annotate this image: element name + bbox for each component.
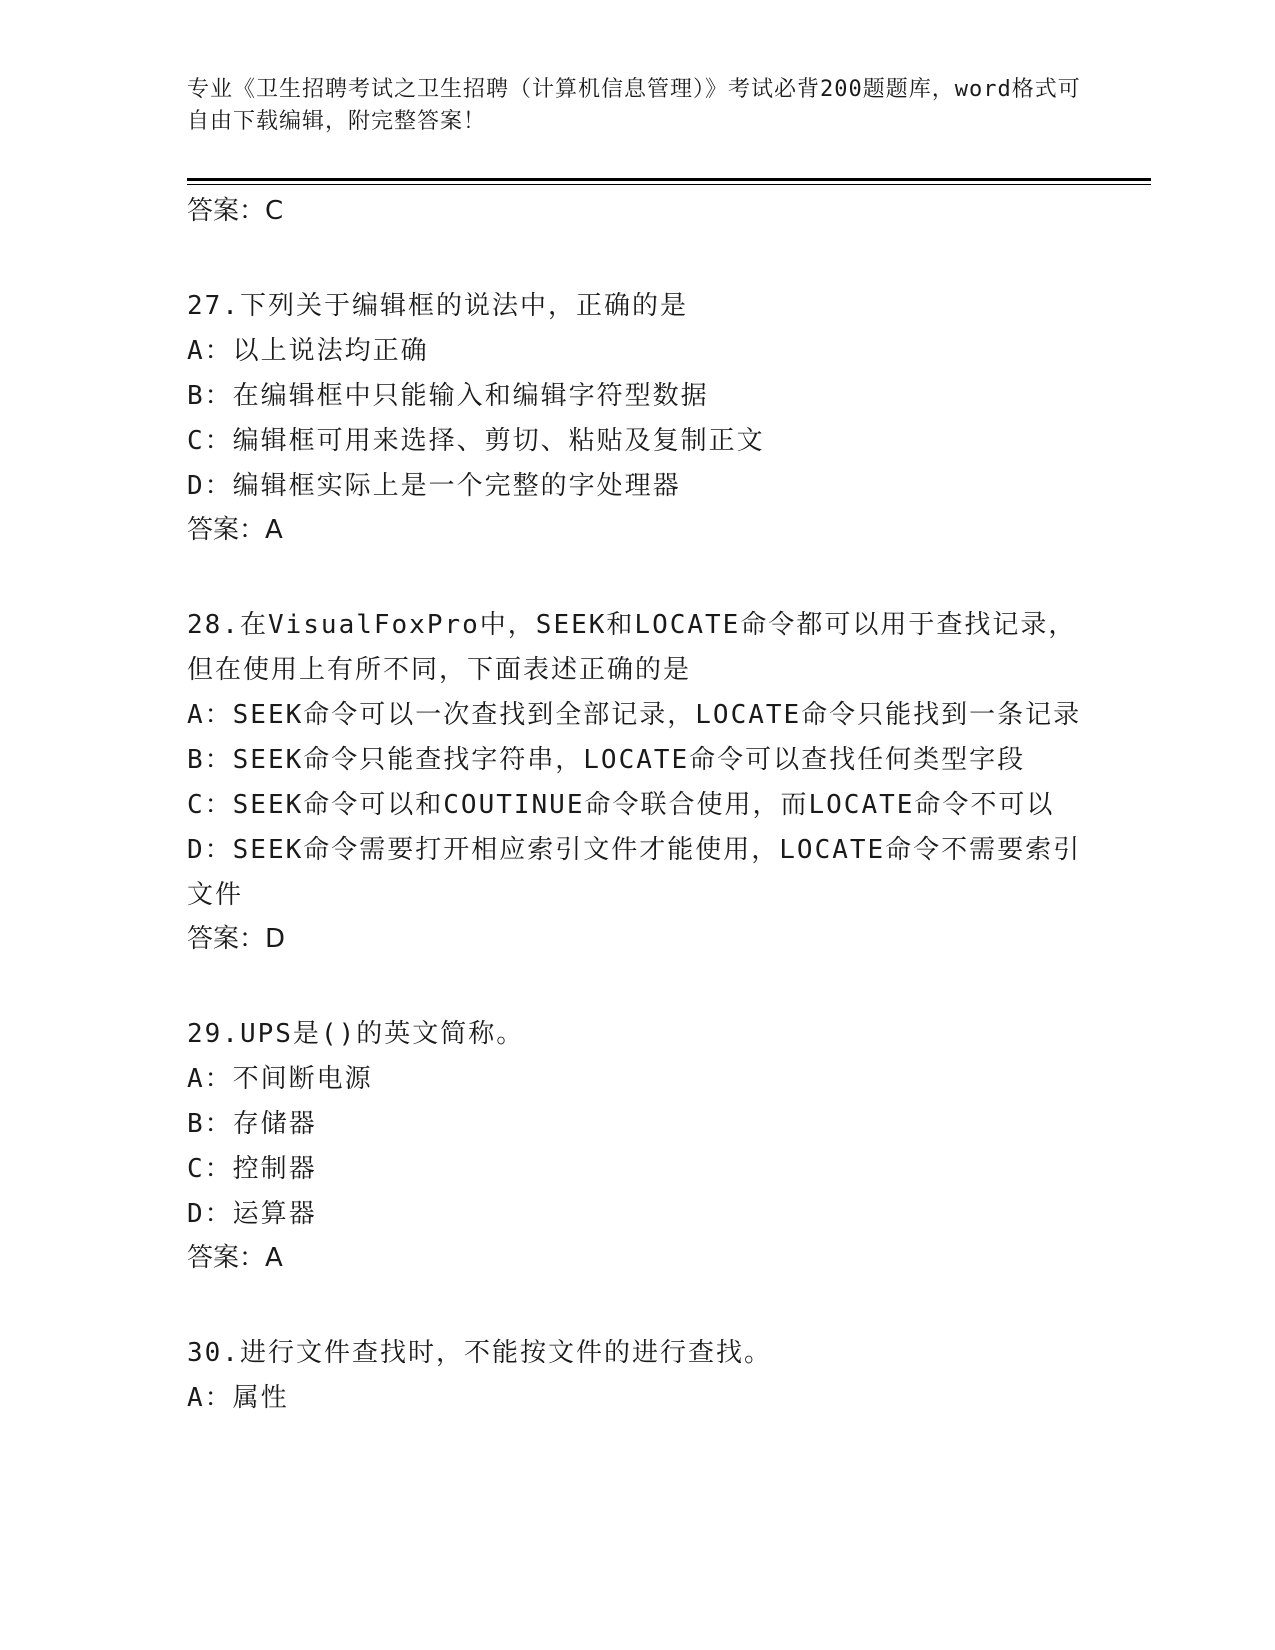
- answer: 答案：A: [187, 515, 283, 545]
- answer: 答案：D: [187, 924, 286, 954]
- option-a: A：属性: [187, 1383, 289, 1413]
- answer-prev: 答案：C: [187, 196, 284, 226]
- option-a: A：SEEK命令可以一次查找到全部记录，LOCATE命令只能找到一条记录: [187, 700, 1082, 730]
- header-divider-thick: [187, 178, 1151, 181]
- question-27: [187, 284, 1087, 551]
- option-d: D：编辑框实际上是一个完整的字处理器: [187, 471, 681, 501]
- question-29: [187, 1012, 1087, 1279]
- question-stem: 28.在VisualFoxPro中，SEEK和LOCATE命令都可以用于查找记录，但在使用上有所不同，下面表述正确的是: [187, 610, 1077, 685]
- option-b: B：存储器: [187, 1109, 317, 1139]
- option-a: A：不间断电源: [187, 1064, 373, 1094]
- option-d: D：SEEK命令需要打开相应索引文件才能使用，LOCATE命令不需要索引文件: [187, 835, 1082, 910]
- option-c: C：SEEK命令可以和COUTINUE命令联合使用，而LOCATE命令不可以: [187, 790, 1055, 820]
- option-b: B：SEEK命令只能查找字符串，LOCATE命令可以查找任何类型字段: [187, 745, 1026, 775]
- question-stem: 29.UPS是()的英文简称。: [187, 1019, 525, 1049]
- question-stem: 27.下列关于编辑框的说法中，正确的是: [187, 291, 688, 321]
- option-a: A：以上说法均正确: [187, 336, 429, 366]
- question-stem: 30.进行文件查找时，不能按文件的进行查找。: [187, 1338, 772, 1368]
- header-divider-thin: [187, 184, 1151, 185]
- question-30: [187, 1331, 1087, 1421]
- question-list: [187, 190, 1087, 1421]
- option-b: B：在编辑框中只能输入和编辑字符型数据: [187, 381, 709, 411]
- answer: 答案：A: [187, 1243, 283, 1273]
- option-d: D：运算器: [187, 1199, 317, 1229]
- option-c: C：控制器: [187, 1154, 317, 1184]
- option-c: C：编辑框可用来选择、剪切、粘贴及复制正文: [187, 426, 765, 456]
- question-28: [187, 603, 1087, 960]
- document-header: 专业《卫生招聘考试之卫生招聘（计算机信息管理）》考试必背200题题库，word格式可自由下载编辑，附完整答案！: [187, 77, 1081, 134]
